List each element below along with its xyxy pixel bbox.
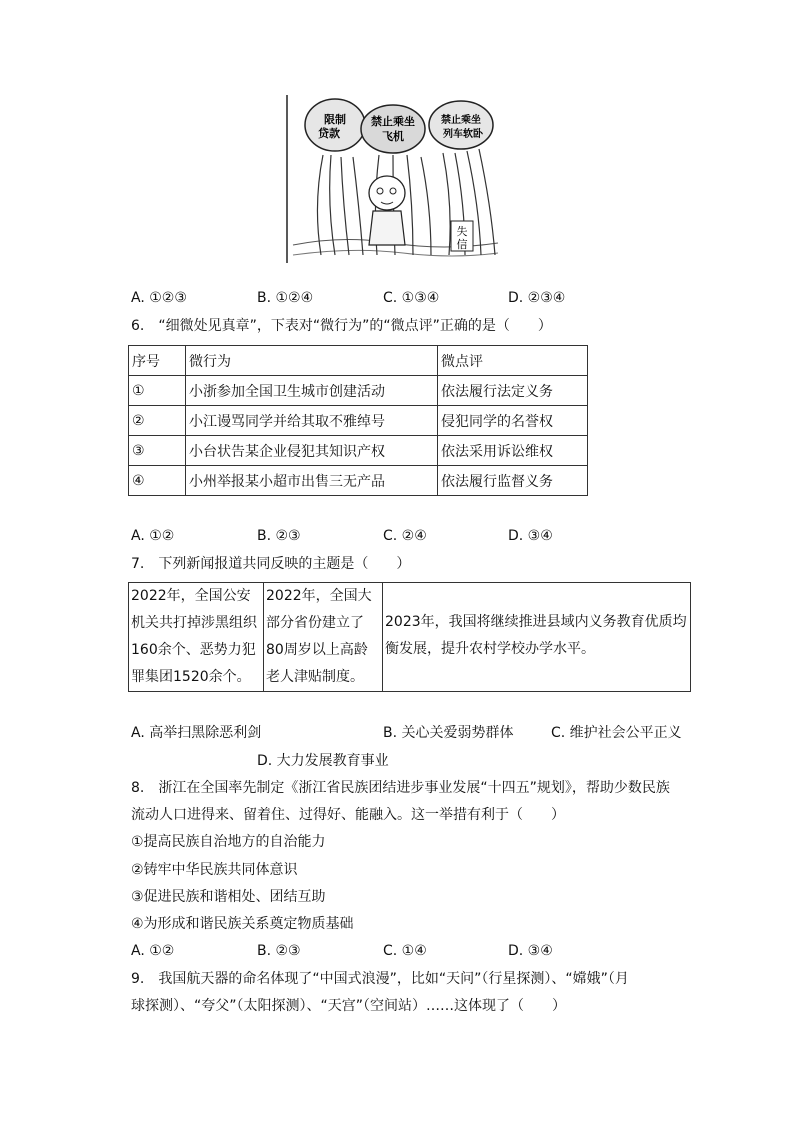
q8-item-3: ③促进民族和谐相处、团结互助 xyxy=(131,889,326,905)
q8-stem-line2: 流动人口进得来、留着住、过得好、能融入。这一举措有利于（ ） xyxy=(131,807,565,823)
q5-option-d: D. ②③④ xyxy=(508,290,566,306)
q8-option-a: A. ①② xyxy=(131,943,175,959)
q5-option-b: B. ①②④ xyxy=(257,290,314,306)
q7-stem: 7. 下列新闻报道共同反映的主题是（ ） xyxy=(131,556,411,572)
q9-stem-line1: 9. 我国航天器的命名体现了“中国式浪漫”，比如“天问”（行星探测）、“嫦娥”（月 xyxy=(131,971,629,987)
q6-option-b: B. ②③ xyxy=(257,528,301,544)
q6-table xyxy=(128,345,588,496)
table-cell: 2023年，我国将继续推进县域内义务教育优质均衡发展，提升农村学校办学水平。 xyxy=(383,583,691,692)
table-cell: ② xyxy=(129,406,186,436)
table-header: 微行为 xyxy=(186,346,438,376)
q6-option-d: D. ③④ xyxy=(508,528,553,544)
table-cell: 2022年，全国公安机关共打掉涉黑组织160余个、恶势力犯罪集团1520余个。 xyxy=(129,583,264,692)
table-cell: 依法履行法定义务 xyxy=(438,376,588,406)
table-row xyxy=(129,376,588,406)
table-cell: 依法采用诉讼维权 xyxy=(438,436,588,466)
table-cell: 小州举报某小超市出售三无产品 xyxy=(186,466,438,496)
table-cell: 侵犯同学的名誉权 xyxy=(438,406,588,436)
table-header-row xyxy=(129,346,588,376)
table-cell: 小台状告某企业侵犯其知识产权 xyxy=(186,436,438,466)
q7-table xyxy=(128,582,691,692)
q5-option-c: C. ①③④ xyxy=(383,290,440,306)
q6-option-c: C. ②④ xyxy=(383,528,427,544)
table-cell: 依法履行监督义务 xyxy=(438,466,588,496)
table-header: 序号 xyxy=(129,346,186,376)
table-header: 微点评 xyxy=(438,346,588,376)
q6-stem: 6. “细微处见真章”，下表对“微行为”的“微点评”正确的是（ ） xyxy=(131,318,552,334)
table-cell: ④ xyxy=(129,466,186,496)
svg-text:列车软卧: 列车软卧 xyxy=(443,129,483,140)
table-cell: ③ xyxy=(129,436,186,466)
table-cell: 小浙参加全国卫生城市创建活动 xyxy=(186,376,438,406)
q7-option-a: A. 高举扫黑除恶利剑 xyxy=(131,725,262,741)
table-cell: 小江谩骂同学并给其取不雅绰号 xyxy=(186,406,438,436)
q8-item-4: ④为形成和谐民族关系奠定物质基础 xyxy=(131,916,354,932)
table-cell: ① xyxy=(129,376,186,406)
sign-left-text: 限制 xyxy=(324,113,346,126)
table-row xyxy=(129,583,691,692)
q8-stem-line1: 8. 浙江在全国率先制定《浙江省民族团结进步事业发展“十四五”规划》，帮助少数民族 xyxy=(131,780,670,796)
svg-text:飞机: 飞机 xyxy=(382,130,404,143)
table-cell: 2022年，全国大部分省份建立了80周岁以上高龄老人津贴制度。 xyxy=(264,583,383,692)
q7-option-b: B. 关心关爱弱势群体 xyxy=(383,725,514,741)
svg-text:禁止乘坐: 禁止乘坐 xyxy=(441,115,481,126)
q8-item-2: ②铸牢中华民族共同体意识 xyxy=(131,862,298,878)
svg-text:失: 失 xyxy=(456,225,468,238)
q5-option-a: A. ①②③ xyxy=(131,290,187,306)
table-row xyxy=(129,436,588,466)
q8-option-c: C. ①④ xyxy=(383,943,427,959)
svg-text:禁止乘坐: 禁止乘坐 xyxy=(371,115,415,128)
table-row xyxy=(129,406,588,436)
q6-option-a: A. ①② xyxy=(131,528,175,544)
q8-item-1: ①提高民族自治地方的自治能力 xyxy=(131,834,326,850)
q7-option-c: C. 维护社会公平正义 xyxy=(551,725,682,741)
q9-stem-line2: 球探测）、“夸父”（太阳探测）、“天宫”（空间站）……这体现了（ ） xyxy=(131,998,567,1014)
q7-option-d: D. 大力发展教育事业 xyxy=(257,753,389,769)
svg-text:贷款: 贷款 xyxy=(318,127,340,140)
q8-option-d: D. ③④ xyxy=(508,943,553,959)
table-row xyxy=(129,466,588,496)
cartoon-illustration xyxy=(283,95,507,265)
q8-option-b: B. ②③ xyxy=(257,943,301,959)
svg-text:信: 信 xyxy=(456,238,468,251)
